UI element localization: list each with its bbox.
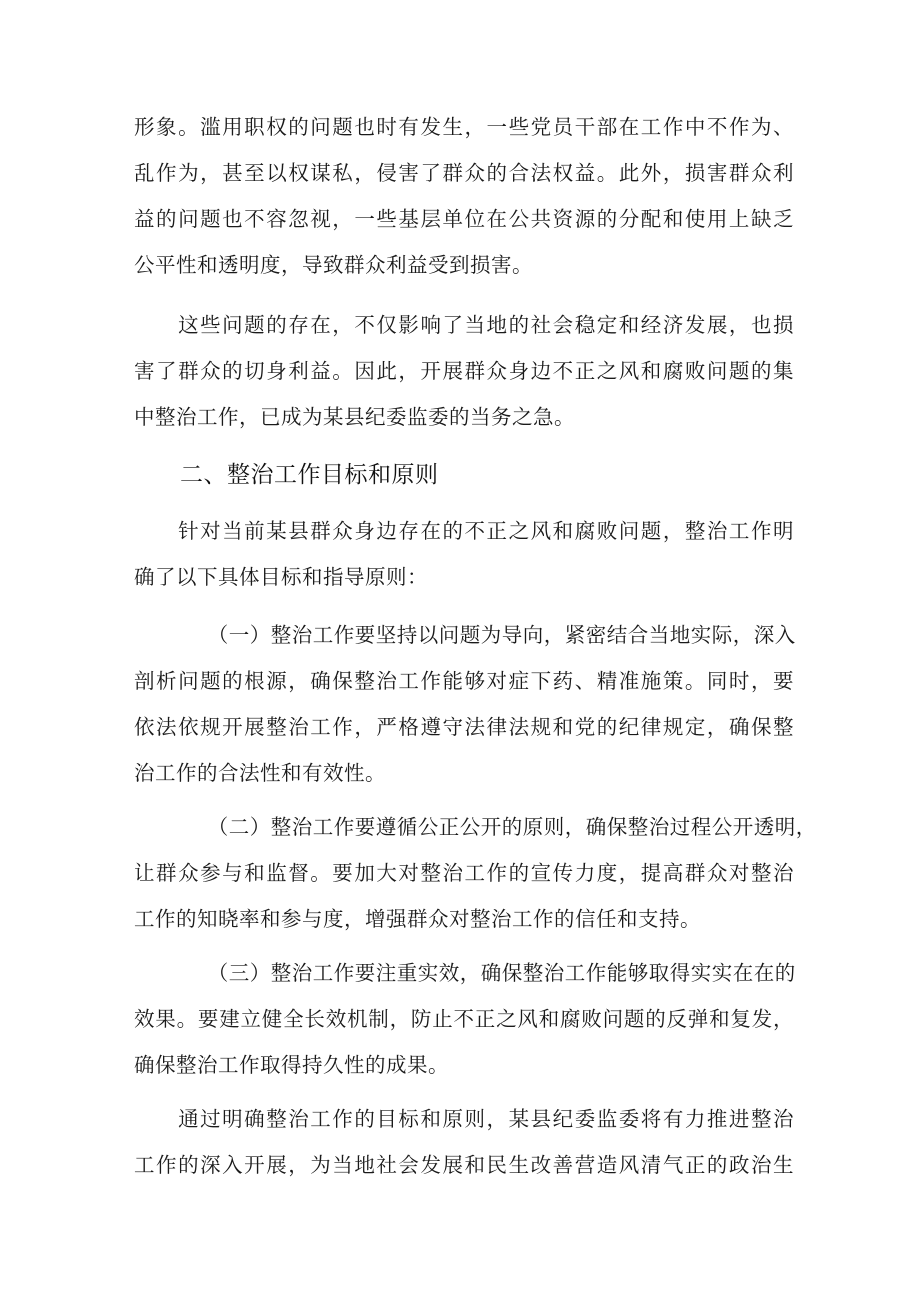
text-line: 效果。要建立健全长效机制，防止不正之风和腐败问题的反弹和复发， <box>134 1007 794 1031</box>
section-heading: 二、整治工作目标和原则 <box>180 462 439 488</box>
paragraph-1 <box>134 104 794 288</box>
paragraph-4 <box>134 612 794 796</box>
text-line: 工作的知晓率和参与度，增强群众对整治工作的信任和支持。 <box>134 907 701 931</box>
text-line: 公平性和透明度，导致群众利益受到损害。 <box>134 253 533 277</box>
text-line: 针对当前某县群众身边存在的不正之风和腐败问题，整治工作明 <box>134 519 794 543</box>
text-line: 依法依规开展整治工作，严格遵守法律法规和党的纪律规定，确保整 <box>134 715 794 739</box>
text-line: 确保整治工作取得持久性的成果。 <box>134 1053 449 1077</box>
paragraph-3 <box>134 508 794 600</box>
text-line: 通过明确整治工作的目标和原则，某县纪委监委将有力推进整治 <box>134 1107 794 1131</box>
text-line: 剖析问题的根源，确保整治工作能够对症下药、精准施策。同时，要 <box>134 669 794 693</box>
paragraph-7 <box>134 1096 794 1188</box>
text-line: 乱作为，甚至以权谋私，侵害了群众的合法权益。此外，损害群众利 <box>134 161 794 185</box>
text-line: 治工作的合法性和有效性。 <box>134 761 386 785</box>
paragraph-5 <box>134 804 817 942</box>
text-line: 工作的深入开展，为当地社会发展和民生改善营造风清气正的政治生 <box>134 1153 794 1177</box>
text-line: 中整治工作，已成为某县纪委监委的当务之急。 <box>134 405 575 429</box>
text-line: 确了以下具体目标和指导原则： <box>134 565 428 589</box>
text-line: （一）整治工作要坚持以问题为导向，紧密结合当地实际，深入 <box>134 623 796 647</box>
text-line: 形象。滥用职权的问题也时有发生，一些党员干部在工作中不作为、 <box>134 115 794 139</box>
text-line: 益的问题也不容忽视，一些基层单位在公共资源的分配和使用上缺乏 <box>134 207 794 231</box>
text-line: 让群众参与和监督。要加大对整治工作的宣传力度，提高群众对整治 <box>134 861 794 885</box>
paragraph-6 <box>134 950 794 1088</box>
paragraph-2 <box>134 302 794 440</box>
text-line: （二）整治工作要遵循公正公开的原则，确保整治过程公开透明， <box>134 815 817 839</box>
text-line: （三）整治工作要注重实效，确保整治工作能够取得实实在在的 <box>134 961 796 985</box>
text-line: 这些问题的存在，不仅影响了当地的社会稳定和经济发展，也损 <box>134 313 794 337</box>
text-line: 害了群众的切身利益。因此，开展群众身边不正之风和腐败问题的集 <box>134 359 794 383</box>
